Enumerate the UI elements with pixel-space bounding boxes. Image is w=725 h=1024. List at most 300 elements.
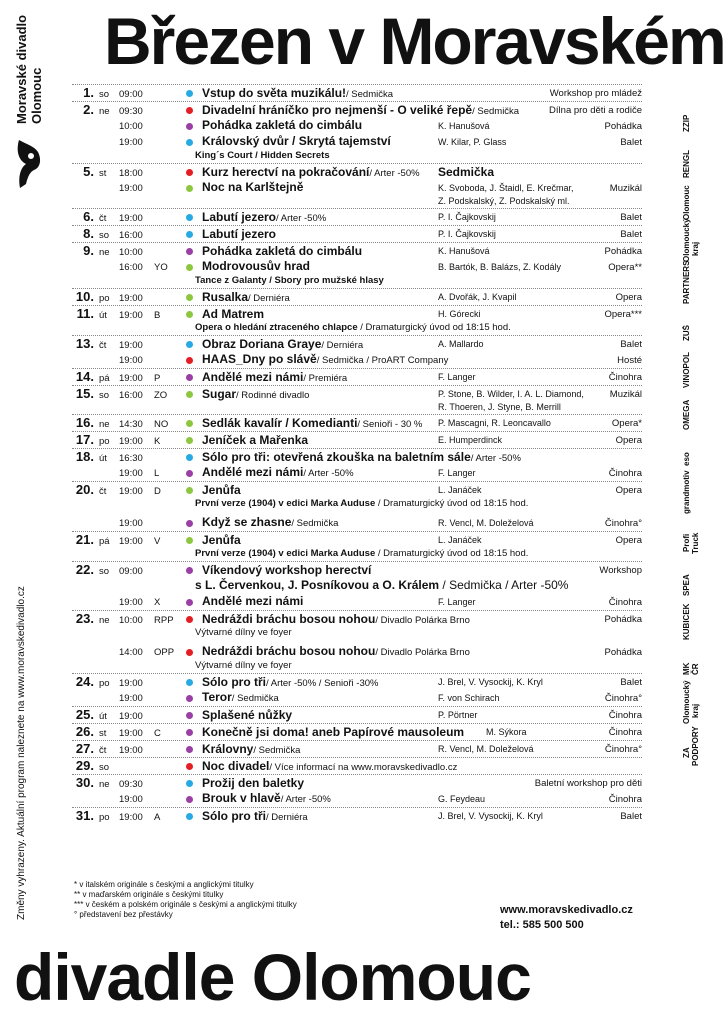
day-number: 18. — [75, 449, 94, 464]
start-time: 19:00 — [119, 518, 143, 529]
show-author: G. Feydeau — [438, 794, 486, 804]
day-number: 5. — [83, 164, 94, 179]
genre-color-dot — [186, 107, 193, 114]
partner-logo: ZUŠ — [682, 325, 691, 341]
start-time: 19:00 — [119, 711, 143, 722]
day-of-week: so — [99, 230, 110, 241]
show-genre: Balet — [620, 677, 642, 688]
genre-color-dot — [186, 311, 193, 318]
subscription-code: L — [154, 468, 160, 479]
show-venue: / Divadlo Polárka Brno — [375, 647, 470, 658]
day-of-week: so — [99, 390, 110, 401]
show-genre: Opera** — [608, 262, 642, 273]
schedule-row — [72, 335, 642, 352]
schedule-row — [72, 288, 642, 305]
partner-logo: RENGL — [682, 150, 691, 178]
show-venue: / Arter -50% — [369, 168, 420, 179]
show-venue: / Sedmička / ProART Company — [316, 355, 449, 366]
schedule-row — [72, 757, 642, 774]
partner-logo: OMEGA — [682, 399, 691, 430]
start-time: 09:00 — [119, 566, 143, 577]
partner-logo: KUBICEK — [682, 603, 691, 640]
genre-color-dot — [186, 780, 193, 787]
start-time: 09:00 — [119, 89, 143, 100]
show-title[interactable]: Modrovousův hrad — [202, 259, 311, 273]
day-of-week: út — [99, 453, 107, 464]
brand-name: Moravské divadlo — [14, 14, 29, 124]
show-title[interactable]: Pohádka zakletá do cimbálu — [202, 118, 363, 132]
show-genre: Činohra° — [604, 744, 642, 755]
show-author: E. Humperdinck — [438, 435, 503, 445]
footnote: * v italském originále s českými a anglickými titulky — [74, 880, 254, 889]
footnotes — [74, 880, 297, 920]
show-author: P. I. Čajkovskij — [438, 212, 496, 222]
show-title[interactable]: Jenůfa — [202, 483, 241, 497]
page-title: Březen v Moravském — [104, 4, 725, 78]
show-genre: Opera — [615, 485, 642, 496]
show-venue: / Arter -50% — [470, 453, 521, 464]
schedule-row — [72, 448, 642, 465]
start-time: 19:00 — [119, 293, 143, 304]
show-subtitle: Opera o hledání ztraceného chlapce — [195, 322, 358, 333]
day-of-week: pá — [99, 373, 110, 384]
subscription-code: P — [154, 373, 161, 384]
start-time: 19:00 — [119, 355, 143, 366]
subscription-code: RPP — [154, 615, 174, 626]
show-title[interactable]: Sugar — [202, 387, 237, 401]
show-genre: Workshop pro mládež — [549, 88, 642, 99]
day-number: 13. — [75, 336, 94, 351]
start-time: 19:00 — [119, 745, 143, 756]
show-author: R. Vencl, M. Doleželová — [438, 518, 534, 528]
day-number: 10. — [75, 289, 94, 304]
show-genre: Činohra — [608, 372, 642, 383]
start-time: 19:00 — [119, 794, 143, 805]
schedule-row — [72, 561, 642, 594]
show-title[interactable]: Andělé mezi námi — [202, 370, 304, 384]
show-subtitle: Tance z Galanty / Sbory pro mužské hlasy — [195, 275, 384, 286]
start-time: 19:00 — [119, 310, 143, 321]
schedule-row — [72, 465, 642, 481]
schedule-row — [72, 352, 642, 368]
start-time: 10:00 — [119, 121, 143, 132]
show-subtitle-note: / Dramaturgický úvod od 18:15 hod. — [375, 548, 529, 559]
genre-color-dot — [186, 391, 193, 398]
show-title[interactable]: Andělé mezi námi — [202, 594, 304, 608]
subscription-code: OPP — [154, 647, 175, 658]
schedule-row — [72, 368, 642, 385]
show-author: L. Janáček — [438, 485, 482, 495]
phone-number: tel.: 585 500 500 — [500, 919, 584, 931]
day-number: 17. — [75, 432, 94, 447]
show-author-cont: Z. Podskalský, Z. Podskalský ml. — [438, 196, 570, 206]
schedule-row — [72, 706, 642, 723]
partner-logo: Profi Truck — [682, 532, 700, 554]
genre-color-dot — [186, 746, 193, 753]
show-genre: Pohádka — [604, 647, 642, 658]
partner-logo: SPEA — [682, 574, 691, 596]
show-author-cont: R. Thoeren, J. Styne, B. Merrill — [438, 402, 561, 412]
day-of-week: po — [99, 436, 110, 447]
day-number: 31. — [75, 808, 94, 823]
schedule-row — [72, 385, 642, 414]
day-of-week: ne — [99, 106, 110, 117]
show-subtitle-note: / Dramaturgický úvod od 18:15 hod. — [357, 322, 511, 333]
show-title[interactable]: Jenůfa — [202, 533, 241, 547]
show-genre: Činohra — [608, 727, 642, 738]
show-author: F. Langer — [438, 372, 476, 382]
subscription-code: A — [154, 812, 161, 823]
genre-color-dot — [186, 679, 193, 686]
schedule-row — [72, 774, 642, 791]
schedule-row — [72, 807, 642, 824]
show-subtitle: První verze (1904) v edici Marka Auduse — [195, 548, 376, 559]
genre-color-dot — [186, 248, 193, 255]
day-number: 20. — [75, 482, 94, 497]
show-venue: / Premiéra — [303, 373, 348, 384]
genre-color-dot — [186, 599, 193, 606]
day-number: 23. — [75, 611, 94, 626]
show-author: B. Bartók, B. Balázs, Z. Kodály — [438, 262, 562, 272]
show-author: Sedmička — [438, 165, 495, 179]
genre-color-dot — [186, 537, 193, 544]
show-author: W. Kilar, P. Glass — [438, 137, 507, 147]
partner-logo: MK ČR — [682, 662, 700, 676]
footnote: ** v maďarském originále s českými titulky — [74, 890, 224, 899]
start-time: 19:00 — [119, 812, 143, 823]
show-title[interactable]: Brouk v hlavě — [202, 791, 281, 805]
start-time: 16:30 — [119, 453, 143, 464]
day-of-week: čt — [99, 486, 107, 497]
day-of-week: ne — [99, 419, 110, 430]
show-author: P. Stone, B. Wilder, I. A. L. Diamond, — [438, 389, 584, 399]
day-number: 22. — [75, 562, 94, 577]
schedule-row — [72, 644, 642, 673]
show-venue: / Rodinné divadlo — [236, 390, 310, 401]
partner-logo: Olomoucký kraj — [682, 218, 700, 262]
show-genre: Hosté — [617, 355, 642, 366]
subscription-code: D — [154, 486, 161, 497]
genre-color-dot — [186, 616, 193, 623]
show-title[interactable]: Labutí jezero — [202, 210, 277, 224]
show-venue: / Arter -50% / Senioři -30% — [266, 678, 379, 689]
show-author: K. Hanušová — [438, 121, 490, 131]
start-time: 19:00 — [119, 678, 143, 689]
schedule-row — [72, 305, 642, 335]
partner-logo: ZZIP — [682, 114, 691, 132]
schedule-row — [72, 690, 642, 706]
genre-color-dot — [186, 90, 193, 97]
show-author: P. Mascagni, R. Leoncavallo — [438, 418, 551, 428]
day-number: 27. — [75, 741, 94, 756]
day-number: 30. — [75, 775, 94, 790]
show-author: L. Janáček — [438, 535, 482, 545]
genre-color-dot — [186, 649, 193, 656]
start-time: 19:00 — [119, 693, 143, 704]
start-time: 16:00 — [119, 390, 143, 401]
show-genre: Workshop — [599, 565, 642, 576]
day-of-week: so — [99, 89, 110, 100]
show-genre: Balet — [620, 212, 642, 223]
show-genre: Pohádka — [604, 121, 642, 132]
show-venue: / Sedmička — [346, 89, 394, 100]
side-note: Změny vyhrazeny. Aktuální program naleznete na www.moravskedivadlo.cz — [16, 586, 27, 920]
genre-color-dot — [186, 264, 193, 271]
genre-color-dot — [186, 796, 193, 803]
subscription-code: YO — [154, 262, 168, 273]
show-venue: / Sedmička — [472, 106, 520, 117]
schedule-row — [72, 673, 642, 690]
schedule-row — [72, 431, 642, 448]
show-author: A. Mallardo — [438, 339, 484, 349]
show-venue: / Senioři - 30 % — [357, 419, 423, 430]
page-subtitle: divadle Olomouc — [14, 940, 531, 1014]
brand-city: Olomouc — [29, 67, 44, 124]
subscription-code: C — [154, 728, 161, 739]
partner-logo: Olomoucký kraj — [682, 680, 700, 724]
schedule-row — [72, 481, 642, 515]
show-author: J. Brel, V. Vysockij, K. Kryl — [438, 677, 543, 687]
show-venue: / Derniéra — [266, 812, 308, 823]
show-genre: Dílna pro děti a rodiče — [549, 105, 642, 116]
start-time: 10:00 — [119, 247, 143, 258]
schedule-row — [72, 225, 642, 242]
show-venue: / Divadlo Polárka Brno — [375, 615, 470, 626]
day-of-week: čt — [99, 213, 107, 224]
show-title[interactable]: Sólo pro tři — [202, 675, 266, 689]
show-title[interactable]: Nedráždi bráchu bosou nohou — [202, 612, 376, 626]
schedule-row — [72, 515, 642, 531]
show-title[interactable]: Nedráždi bráchu bosou nohou — [202, 644, 376, 658]
show-title[interactable]: Splašené nůžky — [202, 708, 293, 722]
partner-logo: ZA PODPORY — [682, 726, 700, 766]
show-genre: Pohádka — [604, 246, 642, 257]
show-title[interactable]: Teror — [202, 690, 232, 704]
day-of-week: so — [99, 566, 110, 577]
genre-color-dot — [186, 185, 193, 192]
show-venue: / Arter -50% — [280, 794, 331, 805]
day-number: 9. — [83, 243, 94, 258]
footnote: *** v českém a polském originále s českými a anglickými titulky — [74, 900, 297, 909]
show-genre: Balet — [620, 811, 642, 822]
show-subtitle: Výtvarné dílny ve foyer — [195, 660, 292, 671]
day-of-week: út — [99, 711, 107, 722]
show-subtitle-note: / Dramaturgický úvod od 18:15 hod. — [375, 498, 529, 509]
show-title[interactable]: Víkendový workshop herectví — [202, 563, 372, 577]
show-title[interactable]: Andělé mezi námi — [202, 465, 304, 479]
show-subtitle-note: / Sedmička / Arter -50% — [439, 578, 569, 592]
subscription-code: K — [154, 436, 161, 447]
show-title[interactable]: Vstup do světa muzikálu! — [202, 86, 347, 100]
show-title[interactable]: Ad Matrem — [202, 307, 265, 321]
genre-color-dot — [186, 374, 193, 381]
start-time: 19:00 — [119, 597, 143, 608]
show-author: F. Langer — [438, 468, 476, 478]
show-venue: / Více informací na www.moravskedivadlo.cz — [269, 762, 458, 773]
show-title[interactable]: Jeníček a Mařenka — [202, 433, 309, 447]
show-author: M. Sýkora — [486, 727, 527, 737]
show-venue: / Sedmička — [291, 518, 339, 529]
show-venue: / Derniéra — [321, 340, 364, 351]
show-title[interactable]: Divadelní hráníčko pro nejmenší - O veliké řepě — [202, 103, 473, 117]
schedule-row — [72, 259, 642, 288]
genre-color-dot — [186, 454, 193, 461]
mask-emblem-icon — [14, 136, 44, 192]
show-subtitle: s L. Červenkou, J. Posníkovou a O. Králem — [195, 578, 440, 592]
show-author: K. Hanušová — [438, 246, 490, 256]
start-time: 18:00 — [119, 168, 143, 179]
show-title[interactable]: Sedlák kavalír / Komedianti — [202, 416, 358, 430]
show-title[interactable]: Královny — [202, 742, 254, 756]
day-of-week: po — [99, 812, 110, 823]
partner-logo: PARTNERS — [682, 260, 691, 304]
show-subtitle: Výtvarné dílny ve foyer — [195, 627, 292, 638]
day-number: 6. — [83, 209, 94, 224]
show-title[interactable]: Pohádka zakletá do cimbálu — [202, 244, 363, 258]
day-of-week: ne — [99, 615, 110, 626]
day-number: 1. — [83, 85, 94, 100]
day-of-week: po — [99, 678, 110, 689]
day-number: 2. — [83, 102, 94, 117]
start-time: 19:00 — [119, 468, 143, 479]
genre-color-dot — [186, 294, 193, 301]
show-genre: Činohra° — [604, 518, 642, 529]
genre-color-dot — [186, 567, 193, 574]
day-number: 8. — [83, 226, 94, 241]
day-of-week: ne — [99, 247, 110, 258]
show-venue: / Sedmička — [253, 745, 301, 756]
genre-color-dot — [186, 437, 193, 444]
show-author: F. von Schirach — [438, 693, 500, 703]
show-genre: Opera*** — [604, 309, 642, 320]
show-author: H. Górecki — [438, 309, 481, 319]
show-author: F. Langer — [438, 597, 476, 607]
show-genre: Činohra — [608, 597, 642, 608]
show-genre: Baletní workshop pro děti — [534, 778, 642, 789]
show-venue: / Arter -50% — [303, 468, 354, 479]
genre-color-dot — [186, 169, 193, 176]
start-time: 19:00 — [119, 486, 143, 497]
day-of-week: čt — [99, 340, 107, 351]
show-title[interactable]: Obraz Doriana Graye — [202, 337, 322, 351]
schedule-row — [72, 101, 642, 118]
day-number: 21. — [75, 532, 94, 547]
schedule-row — [72, 134, 642, 163]
start-time: 10:00 — [119, 615, 143, 626]
show-genre: Činohra — [608, 794, 642, 805]
subscription-code: V — [154, 536, 161, 547]
show-title[interactable]: Kurz herectví na pokračování — [202, 165, 370, 179]
show-title[interactable]: Konečně jsi doma! aneb Papírové mausoleum — [202, 725, 465, 739]
partner-logo: grandmotiv — [682, 470, 691, 514]
show-genre: Opera — [615, 435, 642, 446]
day-of-week: po — [99, 293, 110, 304]
start-time: 09:30 — [119, 106, 143, 117]
schedule-row — [72, 208, 642, 225]
day-of-week: st — [99, 168, 107, 179]
genre-color-dot — [186, 420, 193, 427]
website-link[interactable]: www.moravskedivadlo.cz — [500, 904, 633, 916]
show-title[interactable]: HAAS_Dny po slávě — [202, 352, 317, 366]
start-time: 19:00 — [119, 213, 143, 224]
schedule-row — [72, 84, 642, 101]
show-genre: Činohra — [608, 468, 642, 479]
footnote: ° představení bez přestávky — [74, 910, 173, 919]
start-time: 16:00 — [119, 262, 143, 273]
start-time: 16:00 — [119, 230, 143, 241]
show-subtitle: King´s Court / Hidden Secrets — [195, 150, 330, 161]
schedule-row — [72, 723, 642, 740]
genre-color-dot — [186, 763, 193, 770]
show-genre: Pohádka — [604, 614, 642, 625]
day-number: 29. — [75, 758, 94, 773]
subscription-code: ZO — [154, 390, 168, 401]
day-number: 24. — [75, 674, 94, 689]
show-author: A. Dvořák, J. Kvapil — [438, 292, 517, 302]
show-genre: Opera — [615, 535, 642, 546]
schedule-row — [72, 180, 642, 208]
day-number: 16. — [75, 415, 94, 430]
show-title[interactable]: Když se zhasne — [202, 515, 292, 529]
day-of-week: so — [99, 762, 110, 773]
start-time: 14:00 — [119, 647, 143, 658]
show-genre: Činohra — [608, 710, 642, 721]
genre-color-dot — [186, 123, 193, 130]
start-time: 19:00 — [119, 436, 143, 447]
genre-color-dot — [186, 341, 193, 348]
show-title[interactable]: Sólo pro tři — [202, 809, 266, 823]
show-title[interactable]: Královský dvůr / Skrytá tajemství — [202, 134, 391, 148]
start-time: 19:00 — [119, 373, 143, 384]
genre-color-dot — [186, 712, 193, 719]
start-time: 14:30 — [119, 419, 143, 430]
day-of-week: st — [99, 728, 107, 739]
show-author: J. Brel, V. Vysockij, K. Kryl — [438, 811, 543, 821]
genre-color-dot — [186, 520, 193, 527]
day-of-week: pá — [99, 536, 110, 547]
day-of-week: ne — [99, 779, 110, 790]
day-of-week: čt — [99, 745, 107, 756]
show-venue: / Sedmička — [231, 693, 279, 704]
start-time: 19:00 — [119, 137, 143, 148]
show-genre: Muzikál — [609, 389, 642, 400]
schedule-list — [72, 84, 642, 824]
show-title[interactable]: Sólo pro tři: otevřená zkouška na baletním sále — [202, 450, 471, 464]
genre-color-dot — [186, 139, 193, 146]
show-genre: Činohra° — [604, 693, 642, 704]
contact — [500, 903, 633, 933]
subscription-code: B — [154, 310, 161, 321]
genre-color-dot — [186, 813, 193, 820]
show-author: P. Pörtner — [438, 710, 478, 720]
partner-logo: eso — [682, 452, 691, 466]
show-title[interactable]: Noc divadel — [202, 759, 270, 773]
start-time: 19:00 — [119, 536, 143, 547]
show-genre: Opera — [615, 292, 642, 303]
partner-logo: Olomouc — [682, 185, 691, 220]
genre-color-dot — [186, 729, 193, 736]
subscription-code: X — [154, 597, 161, 608]
show-title[interactable]: Noc na Karlštejně — [202, 180, 304, 194]
start-time: 19:00 — [119, 183, 143, 194]
show-title[interactable]: Prožij den baletky — [202, 776, 305, 790]
show-title[interactable]: Rusalka — [202, 290, 249, 304]
schedule-row — [72, 740, 642, 757]
day-number: 14. — [75, 369, 94, 384]
show-venue: / Arter -50% — [276, 213, 327, 224]
show-title[interactable]: Labutí jezero — [202, 227, 277, 241]
genre-color-dot — [186, 470, 193, 477]
